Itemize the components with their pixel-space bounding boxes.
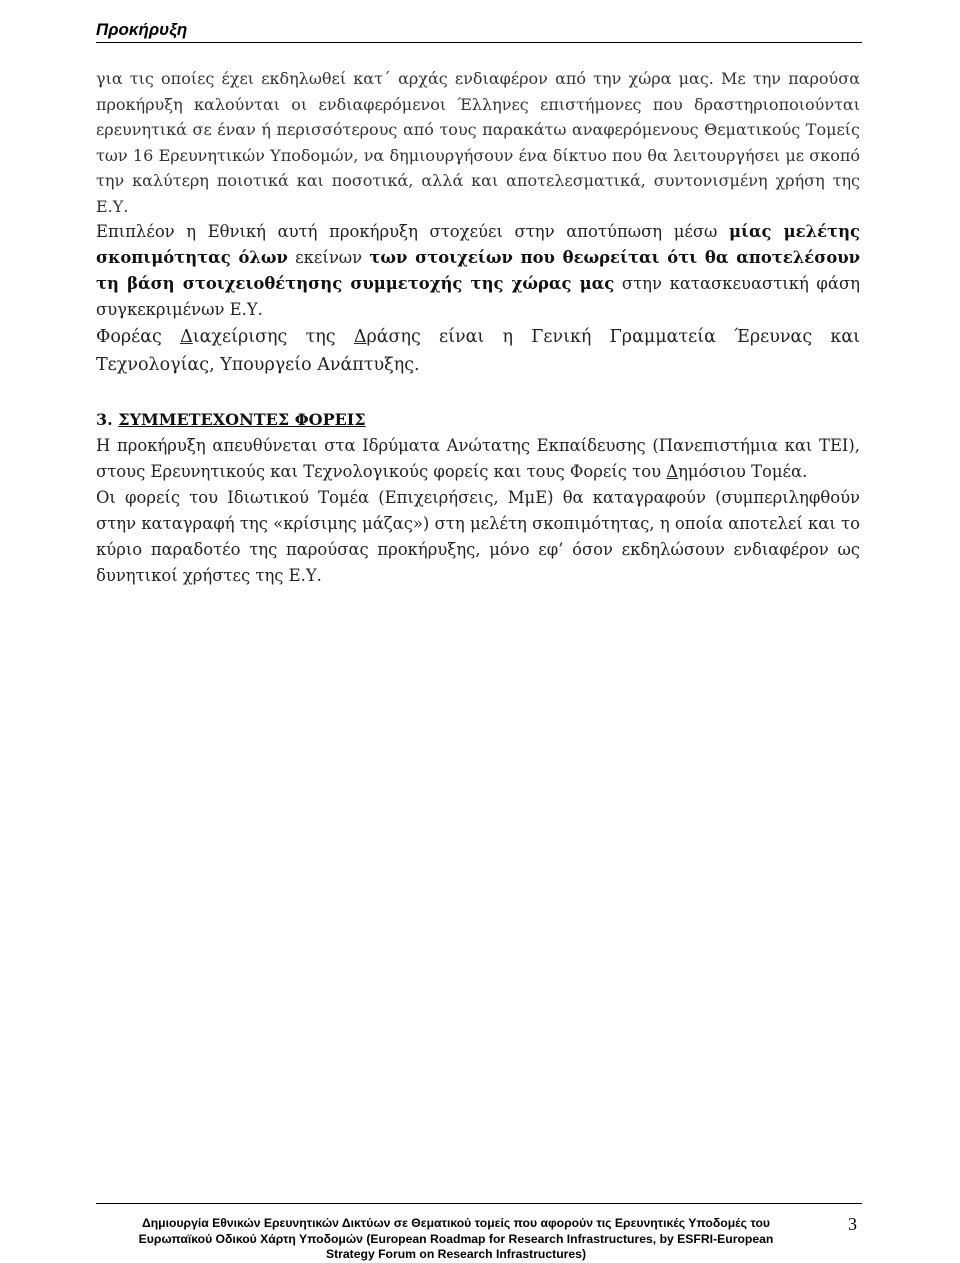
text-run: Επιπλέον η Εθνική αυτή προκήρυξη στοχεύει στην αποτύπωση μέσω <box>96 222 730 241</box>
text-run: ράσης είναι η Γενική Γραμματεία Έρευνας και Τεχνολογίας, Υπουργείο Ανάπτυξης. <box>96 327 860 375</box>
text-run: Φορέας <box>96 327 181 347</box>
page-footer <box>96 1203 862 1261</box>
footer-line: Δημιουργία Εθνικών Ερευνητικών Δικτύων σε Θεματικού τομείς που αφορούν τις Ερευνητικές Υποδομές του <box>141 1216 771 1230</box>
footer-text <box>96 1216 816 1263</box>
text-run: στην κατασκευαστική φάση συγκεκριμένων Ε.Υ. <box>96 274 860 319</box>
section-title: ΣΥΜΜΕΤΕΧΟΝΤΕΣ ΦΟΡΕΙΣ <box>118 410 366 429</box>
footer-line: Strategy Forum on Research Infrastructures) <box>325 1247 587 1261</box>
bold-run: μίας μελέτης σκοπιμότητας όλων <box>96 222 860 267</box>
page-number: 3 <box>848 1214 857 1234</box>
paragraph-managing-body <box>96 323 860 379</box>
underlined-letter: Δ <box>666 461 679 481</box>
underlined-letter: Δ <box>180 327 193 347</box>
paragraph-participants <box>96 433 860 485</box>
underlined-letter: Δ <box>353 327 367 347</box>
paragraph-intro: για τις οποίες έχει εκδηλωθεί κατ΄ αρχάς ενδιαφέρον από την χώρα μας. Με την παρούσα προκήρυξη καλούνται οι ενδιαφερόμενοι Έλληνες επιστήμονες που δραστηριοποιούνται ερευνητικά σε έναν ή περισσότερους από τους παρακάτω αναφερόμενους Θεματικούς Τομείς των 16 Ερευνητικών Υποδομών, να δημιουργήσουν ένα δίκτυο που θα λειτουργήσει με σκοπό την καλύτερη ποιοτικά και ποσοτικά, αλλά και αποτελεσματικά, συντονισμένη χρήση της Ε.Υ. <box>96 69 860 216</box>
section-heading <box>96 407 860 433</box>
body-content <box>96 66 860 589</box>
text-run: ιαχείρισης της <box>192 327 354 347</box>
footer-line: Ευρωπαϊκού Οδικού Χάρτη Υποδομών (European Roadmap for Research Infrastructures, by ESFRI-European <box>138 1231 774 1246</box>
page-header <box>96 18 862 43</box>
bold-run: των στοιχείων που θεωρείται ότι θα αποτελέσουν τη βάση στοιχειοθέτησης συμμετοχής της χώρας μας <box>96 248 861 293</box>
text-run: ημόσιου Τομέα. <box>678 461 808 481</box>
text-run: εκείνων <box>287 248 370 267</box>
paragraph-objective <box>96 219 860 323</box>
text-run: Η προκήρυξη απευθύνεται στα Ιδρύματα Ανώτατης Εκπαίδευσης (Πανεπιστήμια και ΤΕΙ), στους Ερευνητικούς και Τεχνολογικούς φορείς και τους Φορείς του <box>96 435 860 481</box>
header-title: Προκήρυξη <box>96 20 188 39</box>
section-number: 3. <box>96 410 113 429</box>
paragraph-private-sector: Οι φορείς του Ιδιωτικού Τομέα (Επιχειρήσεις, ΜμΕ) θα καταγραφούν (συμπεριληφθούν στην καταγραφή της «κρίσιμης μάζας») στη μελέτη σκοπιμότητας, η οποία αποτελεί και το κύριο παραδοτέο της παρούσας προκήρυξης, μόνο εφ’ όσον εκδηλώσουν ενδιαφέρον ως δυνητικοί χρήστες της Ε.Υ. <box>96 487 860 585</box>
